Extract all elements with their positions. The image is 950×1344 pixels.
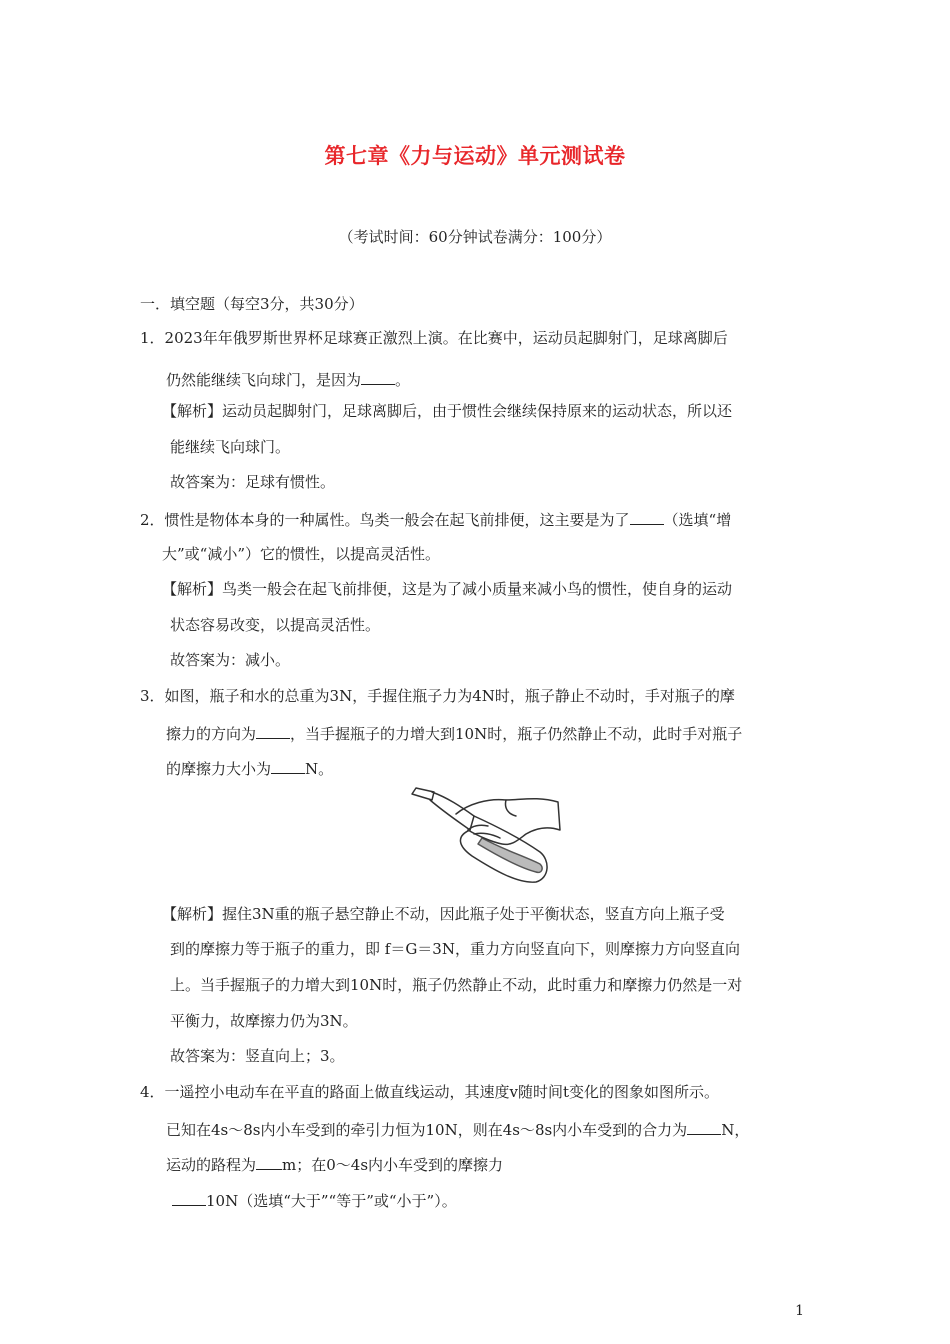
answer-blank [630,508,664,525]
q4-line4-text: 10N（选填“大于”“等于”或“小于”）。 [206,1192,457,1210]
q3-line2-end: ，当手握瓶子的力增大到10N时，瓶子仍然静止不动，此时手对瓶子 [290,725,743,743]
q2-analysis-line2: 状态容易改变，以提高灵活性。 [170,616,381,634]
q1-line1: 1．2023年年俄罗斯世界杯足球赛正激烈上演。在比赛中，运动员起脚射门，足球离脚后 [140,329,728,347]
q2-analysis-line1: 【解析】鸟类一般会在起飞前排便，这是为了减小质量来减小鸟的惯性，使自身的运动 [162,580,733,598]
q4-line4 [172,1189,457,1211]
q3-line3-end: N。 [305,760,334,778]
section-heading: 一．填空题（每空3分，共30分） [140,295,364,313]
q1-line2-text: 仍然能继续飞向球门，是因为 [166,371,362,389]
answer-blank [361,368,395,385]
q4-line3-end: m；在0～4s内小车受到的摩擦力 [282,1156,504,1174]
answer-blank [256,1153,282,1170]
q1-answer: 故答案为：足球有惯性。 [170,473,336,491]
q3-line2-text: 擦力的方向为 [166,725,257,743]
q3-line3 [166,757,333,779]
q1-analysis-line1: 【解析】运动员起脚射门，足球离脚后，由于惯性会继续保持原来的运动状态，所以还 [162,402,733,420]
hand-holding-bottle-figure [408,786,564,886]
q3-analysis-line3: 上。当手握瓶子的力增大到10N时，瓶子仍然静止不动，此时重力和摩擦力仍然是一对 [170,976,743,994]
answer-blank [271,757,305,774]
page-title: 第七章《力与运动》单元测试卷 [324,144,626,168]
answer-blank [172,1189,206,1206]
q4-line2-end: N， [721,1121,750,1139]
answer-blank [687,1118,721,1135]
q3-answer: 故答案为：竖直向上；3。 [170,1047,345,1065]
q4-line2 [166,1118,749,1140]
q2-line1-text: 2．惯性是物体本身的一种属性。鸟类一般会在起飞前排便，这主要是为了 [140,511,630,529]
q4-line2-text: 已知在4s～8s内小车受到的牵引力恒为10N，则在4s～8s内小车受到的合力为 [166,1121,688,1139]
q2-line1-end: （选填“增 [663,511,732,529]
exam-info: （考试时间：60分钟试卷满分：100分） [338,228,612,246]
q1-line2-end: 。 [395,371,411,389]
q4-line3 [166,1153,503,1175]
q4-line1: 4．一遥控小电动车在平直的路面上做直线运动，其速度v随时间t变化的图象如图所示。 [140,1083,720,1101]
q4-line3-text: 运动的路程为 [166,1156,257,1174]
q3-analysis-line2: 到的摩擦力等于瓶子的重力，即 f＝G＝3N，重力方向竖直向下，则摩擦力方向竖直向 [170,940,740,958]
q2-line2: 大”或“减小”）它的惯性，以提高灵活性。 [162,545,441,563]
answer-blank [256,722,290,739]
q3-line2 [166,722,742,744]
q1-line2 [166,368,410,390]
q3-line1: 3．如图，瓶子和水的总重为3N，手握住瓶子力为4N时，瓶子静止不动时，手对瓶子的摩 [140,687,735,705]
q3-analysis-line4: 平衡力，故摩擦力仍为3N。 [170,1012,358,1030]
q2-answer: 故答案为：减小。 [170,651,291,669]
q1-analysis-line2: 能继续飞向球门。 [170,438,291,456]
q3-analysis-line1: 【解析】握住3N重的瓶子悬空静止不动，因此瓶子处于平衡状态，竖直方向上瓶子受 [162,905,725,923]
page-number: 1 [795,1303,804,1319]
q2-line1 [140,508,731,530]
q3-line3-text: 的摩擦力大小为 [166,760,272,778]
